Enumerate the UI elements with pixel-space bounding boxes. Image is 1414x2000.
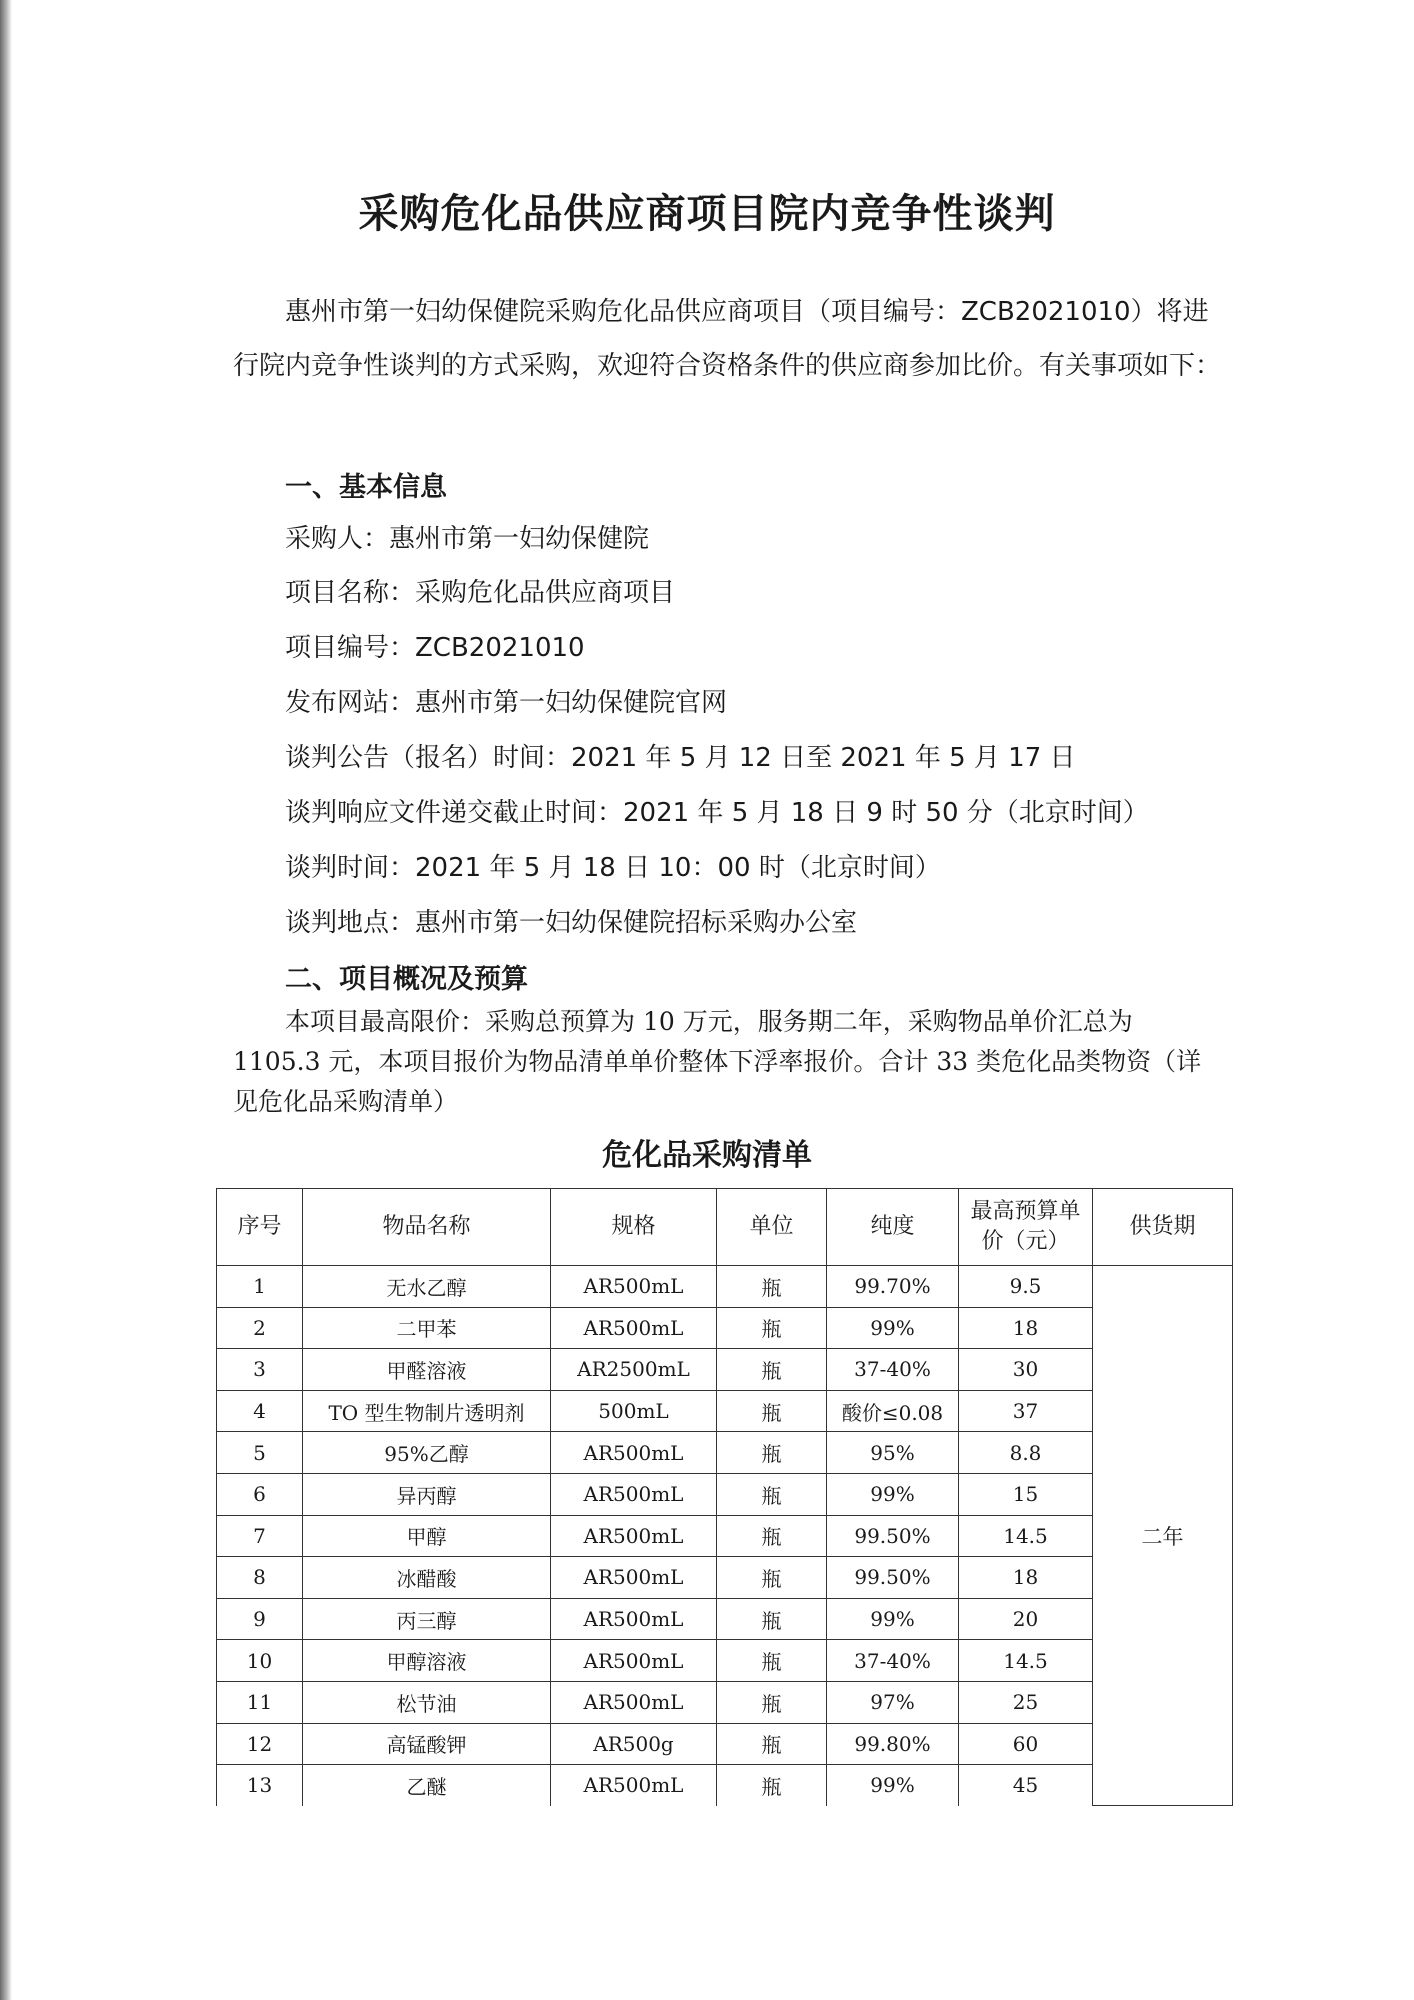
cell-unit: 瓶 [717,1307,827,1349]
cell-item-name: 无水乙醇 [303,1266,551,1308]
cell-purity: 97% [827,1681,959,1723]
cell-spec: AR500mL [551,1515,717,1557]
cell-unit: 瓶 [717,1640,827,1682]
table-row [217,1598,1233,1640]
cell-spec: AR500mL [551,1557,717,1599]
cell-unit: 瓶 [717,1473,827,1515]
cell-max-unit-price: 25 [959,1681,1093,1723]
table-row [217,1515,1233,1557]
cell-unit: 瓶 [717,1723,827,1765]
cell-index: 10 [217,1640,303,1682]
cell-spec: AR500mL [551,1640,717,1682]
col-header-index: 序号 [217,1189,303,1266]
cell-unit: 瓶 [717,1349,827,1391]
cell-max-unit-price: 18 [959,1307,1093,1349]
cell-max-unit-price: 60 [959,1723,1093,1765]
cell-purity: 99.50% [827,1515,959,1557]
cell-unit: 瓶 [717,1765,827,1806]
cell-spec: AR500mL [551,1473,717,1515]
cell-purity: 37-40% [827,1349,959,1391]
cell-spec: AR500mL [551,1307,717,1349]
cell-item-name: 异丙醇 [303,1473,551,1515]
cell-purity: 95% [827,1432,959,1474]
cell-purity: 99% [827,1473,959,1515]
cell-max-unit-price: 8.8 [959,1432,1093,1474]
info-announcement-time: 谈判公告（报名）时间：2021 年 5 月 12 日至 2021 年 5 月 17 日 [285,743,1076,773]
cell-index: 2 [217,1307,303,1349]
cell-max-unit-price: 9.5 [959,1266,1093,1308]
cell-max-unit-price: 14.5 [959,1640,1093,1682]
cell-spec: AR500mL [551,1765,717,1806]
cell-unit: 瓶 [717,1557,827,1599]
cell-spec: AR500g [551,1723,717,1765]
cell-purity: 99% [827,1765,959,1806]
cell-purity: 37-40% [827,1640,959,1682]
cell-max-unit-price: 20 [959,1598,1093,1640]
cell-index: 11 [217,1681,303,1723]
cell-purity: 99% [827,1598,959,1640]
table-row [217,1640,1233,1682]
cell-spec: AR2500mL [551,1349,717,1391]
table-row [217,1307,1233,1349]
cell-max-unit-price: 45 [959,1765,1093,1806]
section-budget-heading: 二、项目概况及预算 [285,964,528,995]
budget-paragraph: 本项目最高限价：采购总预算为 10 万元，服务期二年，采购物品单价汇总为 1105.3 元，本项目报价为物品清单单价整体下浮率报价。合计 33 类危化品类物资（详见危化品采购清单） [233,1007,1202,1116]
cell-index: 1 [217,1266,303,1308]
procurement-list-title: 危化品采购清单 [602,1138,812,1173]
cell-unit: 瓶 [717,1598,827,1640]
table-header-row [217,1189,1233,1266]
cell-index: 12 [217,1723,303,1765]
cell-purity: 99% [827,1307,959,1349]
cell-unit: 瓶 [717,1432,827,1474]
cell-max-unit-price: 14.5 [959,1515,1093,1557]
cell-item-name: 95%乙醇 [303,1432,551,1474]
cell-item-name: 冰醋酸 [303,1557,551,1599]
cell-purity: 99.70% [827,1266,959,1308]
table-row [217,1473,1233,1515]
col-header-item-name: 物品名称 [303,1189,551,1266]
cell-index: 8 [217,1557,303,1599]
table-row [217,1681,1233,1723]
cell-unit: 瓶 [717,1266,827,1308]
info-purchaser: 采购人：惠州市第一妇幼保健院 [285,524,650,554]
cell-unit: 瓶 [717,1515,827,1557]
cell-max-unit-price: 30 [959,1349,1093,1391]
intro-paragraph: 惠州市第一妇幼保健院采购危化品供应商项目（项目编号：ZCB2021010）将进行院内竞争性谈判的方式采购，欢迎符合资格条件的供应商参加比价。有关事项如下： [233,297,1222,381]
cell-index: 9 [217,1598,303,1640]
table-row [217,1723,1233,1765]
info-website: 发布网站：惠州市第一妇幼保健院官网 [285,688,728,718]
cell-item-name: TO 型生物制片透明剂 [303,1390,551,1432]
cell-item-name: 乙醚 [303,1765,551,1806]
cell-spec: AR500mL [551,1681,717,1723]
col-header-supply-period: 供货期 [1093,1189,1233,1266]
cell-purity: 99.50% [827,1557,959,1599]
info-project-number: 项目编号：ZCB2021010 [285,633,585,663]
cell-index: 3 [217,1349,303,1391]
cell-max-unit-price: 15 [959,1473,1093,1515]
table-row [217,1349,1233,1391]
cell-spec: AR500mL [551,1266,717,1308]
table-row [217,1557,1233,1599]
cell-item-name: 高锰酸钾 [303,1723,551,1765]
col-header-max-unit-price: 最高预算单价（元） [959,1189,1093,1266]
info-negotiation-time: 谈判时间：2021 年 5 月 18 日 10：00 时（北京时间） [285,853,941,883]
cell-max-unit-price: 18 [959,1557,1093,1599]
table-row [217,1765,1233,1806]
cell-index: 6 [217,1473,303,1515]
cell-max-unit-price: 37 [959,1390,1093,1432]
table-row [217,1432,1233,1474]
cell-unit: 瓶 [717,1681,827,1723]
cell-item-name: 甲醇溶液 [303,1640,551,1682]
col-header-unit: 单位 [717,1189,827,1266]
cell-item-name: 二甲苯 [303,1307,551,1349]
info-negotiation-location: 谈判地点：惠州市第一妇幼保健院招标采购办公室 [285,908,858,938]
cell-spec: 500mL [551,1390,717,1432]
cell-item-name: 丙三醇 [303,1598,551,1640]
cell-purity: 酸价≤0.08 [827,1390,959,1432]
cell-item-name: 甲醇 [303,1515,551,1557]
cell-spec: AR500mL [551,1432,717,1474]
info-submission-deadline: 谈判响应文件递交截止时间：2021 年 5 月 18 日 9 时 50 分（北京时间） [285,798,1149,828]
cell-index: 5 [217,1432,303,1474]
scan-edge [0,0,12,2000]
col-header-spec: 规格 [551,1189,717,1266]
section-basic-info-heading: 一、基本信息 [285,472,447,503]
cell-purity: 99.80% [827,1723,959,1765]
procurement-table [216,1188,1233,1806]
table-row [217,1266,1233,1308]
table-body [217,1266,1233,1806]
cell-index: 4 [217,1390,303,1432]
cell-item-name: 甲醛溶液 [303,1349,551,1391]
document-title: 采购危化品供应商项目院内竞争性谈判 [358,191,1056,237]
cell-supply-period: 二年 [1093,1266,1233,1806]
cell-index: 13 [217,1765,303,1806]
cell-spec: AR500mL [551,1598,717,1640]
cell-item-name: 松节油 [303,1681,551,1723]
cell-index: 7 [217,1515,303,1557]
info-project-name: 项目名称：采购危化品供应商项目 [285,578,676,608]
col-header-purity: 纯度 [827,1189,959,1266]
cell-unit: 瓶 [717,1390,827,1432]
table-row [217,1390,1233,1432]
